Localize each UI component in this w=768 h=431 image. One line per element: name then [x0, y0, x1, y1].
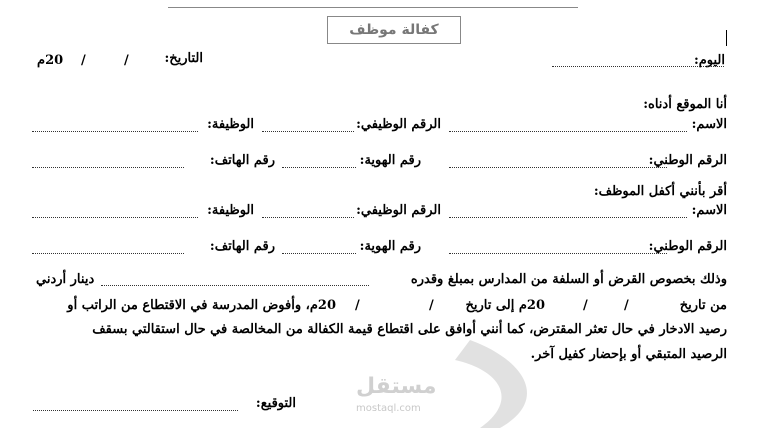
guarantor-id-no-label: رقم الهوية:	[359, 153, 421, 168]
signature-field[interactable]	[33, 409, 238, 411]
employee-name-field[interactable]	[449, 216, 687, 218]
acknowledge-label: أقر بأنني أكفل الموظف:	[593, 184, 727, 199]
period-end-text: 20م، وأفوض المدرسة في الاقتطاع من الراتب أو	[67, 298, 336, 313]
undersigned-label: أنا الموقع أدناه:	[643, 97, 727, 112]
guarantor-id-no-field[interactable]	[282, 166, 356, 168]
employee-job-field[interactable]	[32, 216, 198, 218]
guarantor-name-field[interactable]	[449, 130, 687, 132]
guarantor-name-label: الاسم:	[691, 117, 727, 132]
employee-id-no-label: رقم الهوية:	[359, 239, 421, 254]
employee-phone-field[interactable]	[32, 252, 184, 254]
to-date-slash-2: /	[355, 298, 360, 313]
clause-line-3: رصيد الادخار في حال تعثر المقترض، كما أنني أوافق على اقتطاع قيمة الكفالة من المخالصة في حال استقالتي بسقف	[92, 322, 727, 337]
from-date-label: من تاريخ	[679, 298, 727, 313]
employee-employee-no-field[interactable]	[262, 216, 354, 218]
clause-line-4: الرصيد المتبقي أو بإحضار كفيل آخر.	[530, 347, 727, 362]
guarantor-job-field[interactable]	[32, 130, 198, 132]
loan-amount-field[interactable]	[101, 284, 369, 286]
watermark-swoosh-icon	[430, 330, 580, 430]
guarantor-employee-no-label: الرقم الوظيفي:	[356, 117, 441, 132]
date-slash-2: /	[81, 53, 86, 68]
guarantor-phone-label: رقم الهاتف:	[209, 153, 275, 168]
loan-text: وذلك بخصوص القرض أو السلفة من المدارس بمبلغ وقدره	[410, 272, 727, 287]
watermark-brand-en: mostaql.com	[356, 403, 421, 414]
from-date-slash-2: /	[583, 298, 588, 313]
period-mid-text: 20م إلى تاريخ	[465, 298, 545, 313]
watermark-brand-ar: مستقل	[356, 374, 437, 399]
employee-id-no-field[interactable]	[282, 252, 356, 254]
from-date-slash-1: /	[624, 298, 629, 313]
guarantor-phone-field[interactable]	[32, 166, 184, 168]
guarantor-employee-no-field[interactable]	[262, 130, 354, 132]
top-rule	[168, 7, 578, 8]
guarantor-job-label: الوظيفة:	[207, 117, 254, 132]
employee-national-no-label: الرقم الوطني:	[648, 239, 727, 254]
date-year: 20م	[37, 53, 64, 68]
day-label: اليوم:	[693, 53, 725, 68]
form-title: كفالة موظف	[327, 16, 461, 44]
signature-label: التوقيع:	[255, 396, 296, 411]
employee-name-label: الاسم:	[691, 203, 727, 218]
employee-national-no-field[interactable]	[449, 252, 667, 254]
loan-currency: دينار أردني	[36, 272, 95, 287]
to-date-slash-1: /	[429, 298, 434, 313]
date-slash-1: /	[124, 53, 129, 68]
day-field[interactable]	[552, 65, 724, 67]
employee-employee-no-label: الرقم الوظيفي:	[356, 203, 441, 218]
guarantor-national-no-field[interactable]	[449, 166, 667, 168]
employee-phone-label: رقم الهاتف:	[209, 239, 275, 254]
text-cursor	[726, 30, 727, 46]
guarantor-national-no-label: الرقم الوطني:	[648, 153, 727, 168]
date-label: التاريخ:	[164, 51, 203, 66]
employee-job-label: الوظيفة:	[207, 203, 254, 218]
